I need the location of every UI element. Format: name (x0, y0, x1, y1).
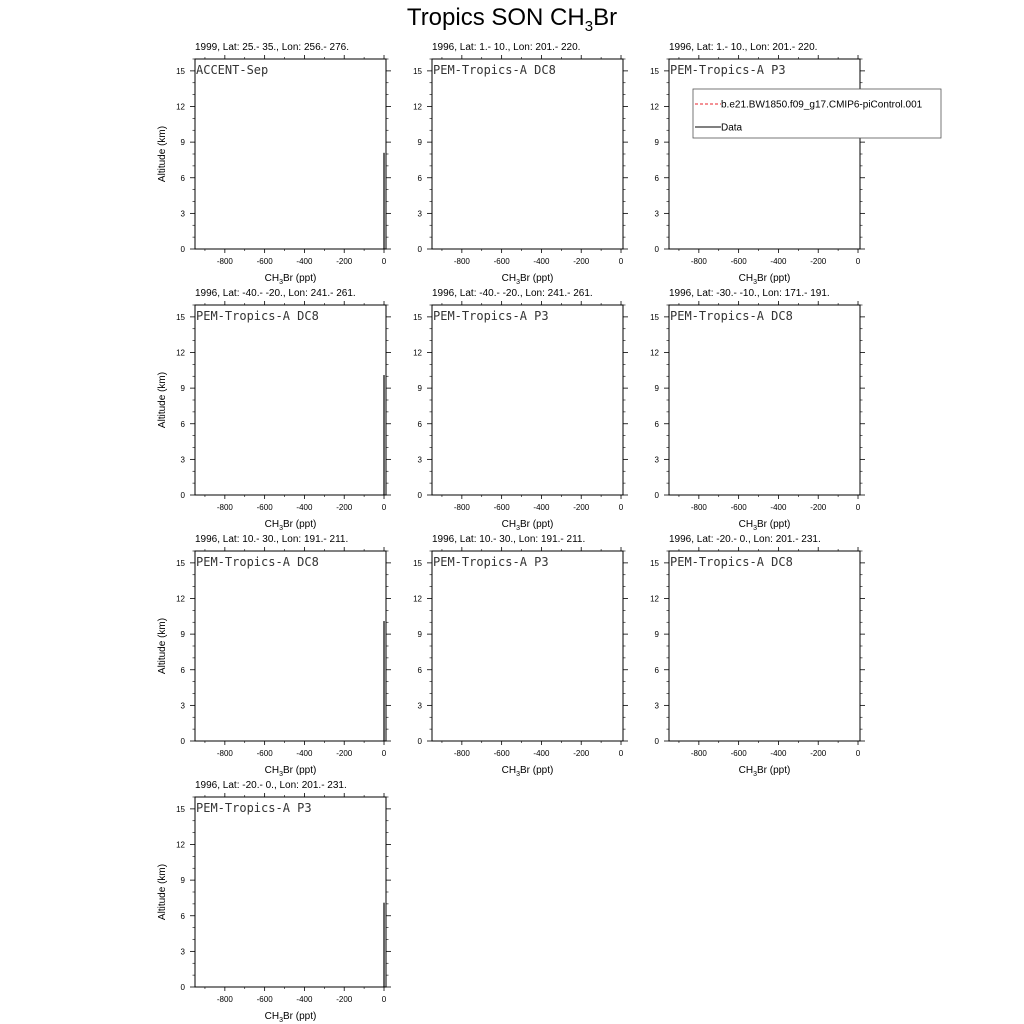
panel-9-ytick-label: 3 (654, 701, 659, 711)
panel-2-frame (432, 59, 623, 249)
panel-7-xtick-label: -400 (296, 749, 313, 758)
panel-9-campaign-label: PEM-Tropics-A DC8 (670, 555, 793, 569)
panel-3-ytick-label: 9 (654, 138, 659, 148)
panel-8-ytick-label: 15 (413, 558, 422, 568)
panel-10-xlabel: $CH_3Br$ (ppt) (264, 1011, 317, 1024)
panel-2-xtick-label: -800 (453, 257, 470, 266)
panel-5-xtick-label: 0 (618, 503, 624, 512)
panel-1-ytick-label: 9 (180, 138, 185, 148)
panel-8-xtick-label: -400 (533, 749, 550, 758)
panel-1-xtick-label: -800 (216, 257, 233, 266)
panel-6-campaign-label: PEM-Tropics-A DC8 (670, 309, 793, 323)
panel-2-ytick-label: 0 (417, 245, 422, 254)
panel-8-ytick-label: 6 (417, 665, 422, 675)
panel-1-xlabel: $CH_3Br$ (ppt) (264, 273, 317, 286)
panel-2-xtick-label: -400 (533, 257, 550, 266)
panel-5-xtick-label: -600 (493, 503, 510, 512)
panel-7-xtick-label: 0 (381, 749, 387, 758)
panel-5-ytick-label: 3 (417, 455, 422, 465)
panel-9-xtick-label: -800 (690, 749, 707, 758)
panel-4-ytick-label: 6 (180, 419, 185, 429)
panel-4-xtick-label: 0 (381, 503, 387, 512)
panel-6-ytick-label: 6 (654, 419, 659, 429)
panel-2-xlabel: $CH_3Br$ (ppt) (501, 273, 554, 286)
panel-10-ytick-label: 0 (180, 983, 185, 992)
panel-7-frame (195, 551, 386, 741)
panel-8-xlabel: $CH_3Br$ (ppt) (501, 765, 554, 778)
panel-2-ytick-label: 6 (417, 173, 422, 183)
panel-4-ylabel: Altitude (km) (157, 371, 168, 429)
panel-10-campaign-label: PEM-Tropics-A P3 (196, 801, 312, 815)
panel-7-xtick-label: -600 (256, 749, 273, 758)
panel-3-ytick-label: 15 (650, 66, 659, 76)
panel-1-frame (195, 59, 386, 249)
panel-7-xlabel: $CH_3Br$ (ppt) (264, 765, 317, 778)
panel-5-ytick-label: 6 (417, 419, 422, 429)
panel-4-ytick-label: 0 (180, 491, 185, 500)
panel-4-xtick-label: -600 (256, 503, 273, 512)
legend-label-1: b.e21.BW1850.f09_g17.CMIP6-piControl.001 (721, 99, 923, 111)
panel-3-xtick-label: -800 (690, 257, 707, 266)
panel-2-ytick-label: 9 (417, 138, 422, 148)
panel-2-ytick-label: 15 (413, 66, 422, 76)
panel-9-xtick-label: -400 (770, 749, 787, 758)
panel-9-xlabel: $CH_3Br$ (ppt) (738, 765, 791, 778)
panel-9-xtick-label: 0 (855, 749, 861, 758)
panel-6-ytick-label: 15 (650, 312, 659, 322)
panel-8-campaign-label: PEM-Tropics-A P3 (433, 555, 549, 569)
panel-2-xtick-label: -200 (573, 257, 590, 266)
panel-2-ytick-label: 3 (417, 209, 422, 219)
panel-3-ytick-label: 6 (654, 173, 659, 183)
panel-5-ytick-label: 0 (417, 491, 422, 500)
panel-4-xtick-label: -800 (216, 503, 233, 512)
panel-4-ytick-label: 15 (176, 312, 185, 322)
panel-10-frame (195, 797, 386, 987)
panel-6-xtick-label: 0 (855, 503, 861, 512)
panel-1-ytick-label: 6 (180, 173, 185, 183)
panel-1-xtick-label: -200 (336, 257, 353, 266)
panel-9-ytick-label: 12 (650, 594, 659, 604)
panel-7-ytick-label: 0 (180, 737, 185, 746)
panel-9-xtick-label: -200 (810, 749, 827, 758)
panel-1-ytick-label: 0 (180, 245, 185, 254)
panel-3-xtick-label: -600 (730, 257, 747, 266)
panel-6-frame (669, 305, 860, 495)
panel-9-ytick-label: 0 (654, 737, 659, 746)
panel-10-xtick-label: -800 (216, 995, 233, 1004)
panel-7-ytick-label: 12 (176, 594, 185, 604)
main-title-tail: Br (593, 4, 618, 31)
panel-4-campaign-label: PEM-Tropics-A DC8 (196, 309, 319, 323)
panel-5-campaign-label: PEM-Tropics-A P3 (433, 309, 549, 323)
panel-10-ytick-label: 15 (176, 804, 185, 814)
main-title-text: Tropics SON CH (406, 4, 585, 31)
panel-7-xtick-label: -800 (216, 749, 233, 758)
panel-8-ytick-label: 12 (413, 594, 422, 604)
panel-3-xtick-label: -400 (770, 257, 787, 266)
panel-6-xlabel: $CH_3Br$ (ppt) (738, 519, 791, 532)
panel-2-xtick-label: 0 (618, 257, 624, 266)
panel-9-ytick-label: 15 (650, 558, 659, 568)
panel-7-xtick-label: -200 (336, 749, 353, 758)
panel-8-ytick-label: 9 (417, 630, 422, 640)
panel-9-ytick-label: 9 (654, 630, 659, 640)
panel-7-ytick-label: 9 (180, 630, 185, 640)
panel-1-ylabel: Altitude (km) (157, 125, 168, 183)
panel-7-header: 1996, Lat: 10.- 30., Lon: 191.- 211. (195, 534, 349, 545)
panel-1-ytick-label: 15 (176, 66, 185, 76)
panel-6-xtick-label: -400 (770, 503, 787, 512)
panel-10-xtick-label: -600 (256, 995, 273, 1004)
panel-1-xtick-label: 0 (381, 257, 387, 266)
panel-8-ytick-label: 0 (417, 737, 422, 746)
panel-4-frame (195, 305, 386, 495)
panel-3-ytick-label: 3 (654, 209, 659, 219)
panel-10-ytick-label: 3 (180, 947, 185, 957)
panel-4-xlabel: $CH_3Br$ (ppt) (264, 519, 317, 532)
panel-6-header: 1996, Lat: -30.- -10., Lon: 171.- 191. (669, 288, 830, 299)
panel-4-ytick-label: 12 (176, 348, 185, 358)
panel-4-ytick-label: 9 (180, 384, 185, 394)
panel-2-header: 1996, Lat: 1.- 10., Lon: 201.- 220. (432, 42, 581, 53)
panel-1-ytick-label: 3 (180, 209, 185, 219)
panel-7-ytick-label: 3 (180, 701, 185, 711)
panel-6-ytick-label: 9 (654, 384, 659, 394)
panel-1-xtick-label: -600 (256, 257, 273, 266)
panel-3-campaign-label: PEM-Tropics-A P3 (670, 63, 786, 77)
panel-7-campaign-label: PEM-Tropics-A DC8 (196, 555, 319, 569)
panel-1-xtick-label: -400 (296, 257, 313, 266)
panel-8-xtick-label: -800 (453, 749, 470, 758)
panel-10-ylabel: Altitude (km) (157, 863, 168, 921)
panel-3-frame (669, 59, 860, 249)
panel-3-xlabel: $CH_3Br$ (ppt) (738, 273, 791, 286)
panel-4-xtick-label: -400 (296, 503, 313, 512)
panel-9-xtick-label: -600 (730, 749, 747, 758)
panel-6-xtick-label: -200 (810, 503, 827, 512)
panel-5-frame (432, 305, 623, 495)
panel-8-xtick-label: -600 (493, 749, 510, 758)
panel-5-xtick-label: -200 (573, 503, 590, 512)
panel-5-ytick-label: 9 (417, 384, 422, 394)
panel-1-campaign-label: ACCENT-Sep (196, 63, 269, 77)
panel-7-ylabel: Altitude (km) (157, 617, 168, 675)
panel-8-xtick-label: 0 (618, 749, 624, 758)
panel-1-ytick-label: 12 (176, 102, 185, 112)
panel-6-ytick-label: 12 (650, 348, 659, 358)
panel-10-ytick-label: 9 (180, 876, 185, 886)
panel-7-ytick-label: 15 (176, 558, 185, 568)
panel-8-header: 1996, Lat: 10.- 30., Lon: 191.- 211. (432, 534, 586, 545)
panel-8-frame (432, 551, 623, 741)
panel-3-xtick-label: 0 (855, 257, 861, 266)
panel-5-xtick-label: -400 (533, 503, 550, 512)
panel-9-frame (669, 551, 860, 741)
panel-10-xtick-label: -200 (336, 995, 353, 1004)
panel-6-xtick-label: -600 (730, 503, 747, 512)
panel-5-ytick-label: 15 (413, 312, 422, 322)
panel-8-xtick-label: -200 (573, 749, 590, 758)
panel-4-ytick-label: 3 (180, 455, 185, 465)
panel-4-header: 1996, Lat: -40.- -20., Lon: 241.- 261. (195, 288, 356, 299)
panel-6-ytick-label: 3 (654, 455, 659, 465)
panel-10-ytick-label: 12 (176, 840, 185, 850)
panel-6-ytick-label: 0 (654, 491, 659, 500)
panel-10-header: 1996, Lat: -20.- 0., Lon: 201.- 231. (195, 780, 347, 791)
panel-4-xtick-label: -200 (336, 503, 353, 512)
panel-3-ytick-label: 12 (650, 102, 659, 112)
panel-2-ytick-label: 12 (413, 102, 422, 112)
panel-9-ytick-label: 6 (654, 665, 659, 675)
panel-9-header: 1996, Lat: -20.- 0., Lon: 201.- 231. (669, 534, 821, 545)
panel-10-ytick-label: 6 (180, 911, 185, 921)
main-title-subscript: 3 (584, 18, 594, 35)
panel-8-ytick-label: 3 (417, 701, 422, 711)
panel-5-ytick-label: 12 (413, 348, 422, 358)
legend-label-2: Data (721, 122, 743, 134)
panel-10-xtick-label: 0 (381, 995, 387, 1004)
panel-7-ytick-label: 6 (180, 665, 185, 675)
panel-1-header: 1999, Lat: 25.- 35., Lon: 256.- 276. (195, 42, 350, 53)
panel-3-ytick-label: 0 (654, 245, 659, 254)
panel-6-xtick-label: -800 (690, 503, 707, 512)
panel-3-xtick-label: -200 (810, 257, 827, 266)
panel-5-xlabel: $CH_3Br$ (ppt) (501, 519, 554, 532)
panel-5-xtick-label: -800 (453, 503, 470, 512)
panel-3-header: 1996, Lat: 1.- 10., Lon: 201.- 220. (669, 42, 818, 53)
panel-2-campaign-label: PEM-Tropics-A DC8 (433, 63, 556, 77)
panel-2-xtick-label: -600 (493, 257, 510, 266)
panel-10-xtick-label: -400 (296, 995, 313, 1004)
panel-5-header: 1996, Lat: -40.- -20., Lon: 241.- 261. (432, 288, 593, 299)
